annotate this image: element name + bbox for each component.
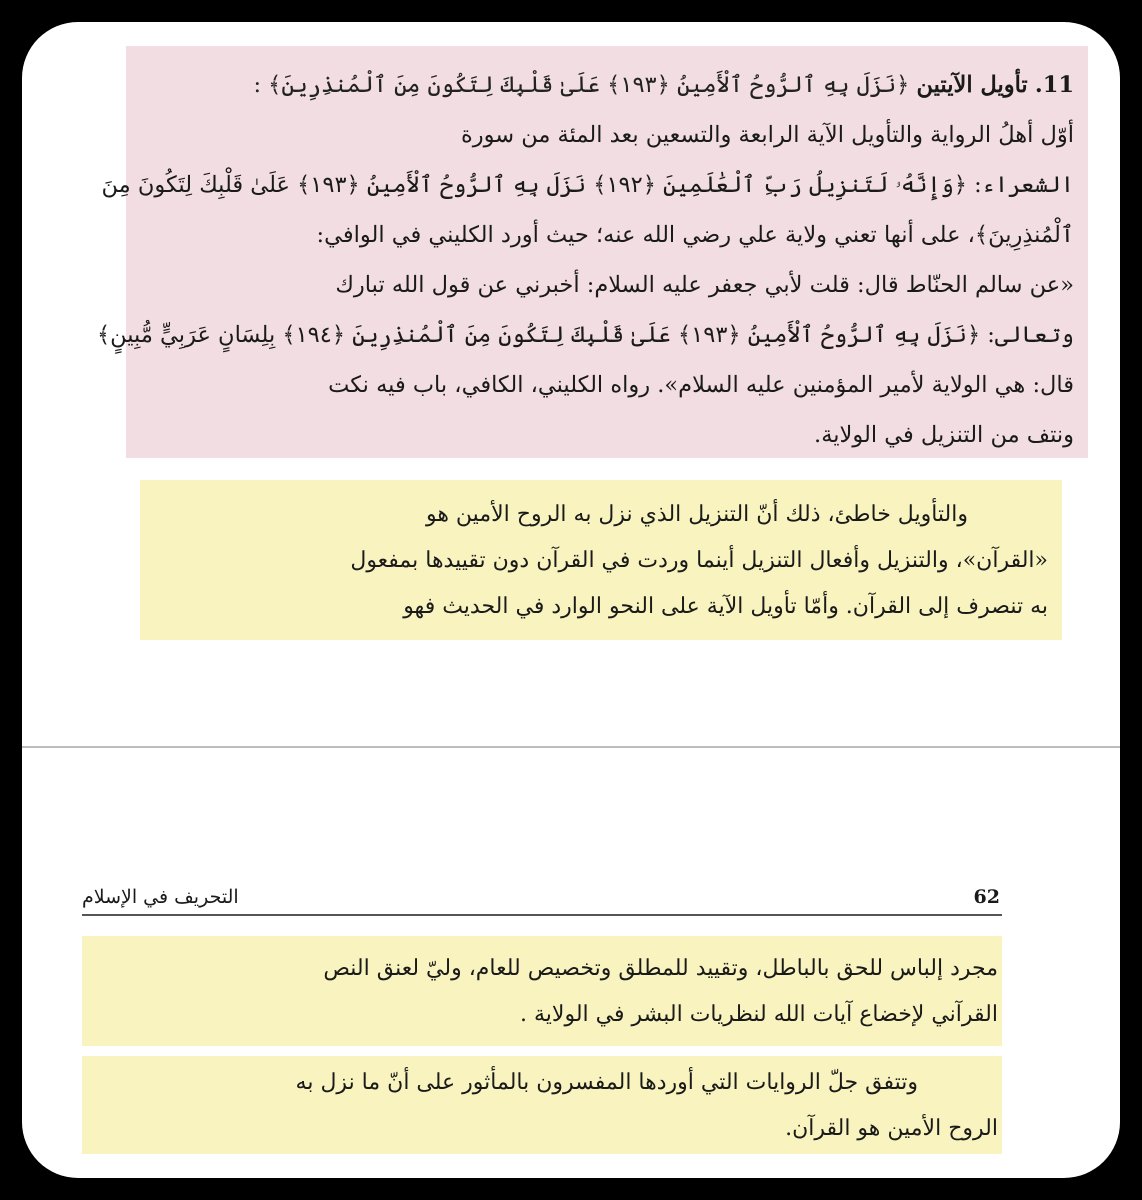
text-line: الشعراء: ﴿وَإِنَّهُۥ لَتَنزِيلُ رَبِّ ٱلْعَٰلَمِينَ ﴿١٩٢﴾ نَزَلَ بِهِ ٱلرُّوحُ ٱلْأَمِينُ ﴿١٩٣﴾ عَلَىٰ قَلْبِكَ لِتَكُونَ مِنَ <box>101 172 1074 198</box>
text-line: قال: هي الولاية لأمير المؤمنين عليه السلام». رواه الكليني، الكافي، باب فيه نكت <box>328 372 1074 398</box>
text-line: أوّل أهلُ الرواية والتأويل الآية الرابعة والتسعين بعد المئة من سورة <box>460 122 1074 148</box>
highlighted-passage-conclusion <box>82 1056 1002 1154</box>
book-title: التحريف في الإسلام <box>82 886 239 908</box>
page-frame <box>22 22 1120 1178</box>
text-line: وتعالى: ﴿نَزَلَ بِهِ ٱلرُّوحُ ٱلْأَمِينُ ﴿١٩٣﴾ عَلَىٰ قَلْبِكَ لِتَكُونَ مِنَ ٱلْمُنذِرِينَ ﴿١٩٤﴾ بِلِسَانٍ عَرَبِيٍّ مُّبِينٍ﴾ <box>96 322 1074 348</box>
text-line: به تنصرف إلى القرآن. وأمّا تأويل الآية على النحو الوارد في الحديث فهو <box>403 594 1048 619</box>
page-divider <box>22 746 1120 748</box>
highlighted-passage-continuation <box>82 936 1002 1046</box>
text-line: والتأويل خاطئ، ذلك أنّ التنزيل الذي نزل به الروح الأمين هو <box>425 502 968 527</box>
text-line: «عن سالم الحنّاط قال: قلت لأبي جعفر عليه السلام: أخبرني عن قول الله تبارك <box>335 272 1074 298</box>
quran-verse: ﴿نَزَلَ بِهِ ٱلرُّوحُ ٱلْأَمِينُ ﴿١٩٣﴾ عَلَىٰ قَلْبِكَ لِتَكُونَ مِنَ ٱلْمُنذِرِينَ﴾ : <box>253 72 910 98</box>
page-header <box>82 874 1002 916</box>
page-number: 62 <box>973 886 1000 908</box>
text-line: وتتفق جلّ الروايات التي أوردها المفسرون بالمأثور على أنّ ما نزل به <box>295 1070 918 1095</box>
text-line: مجرد إلباس للحق بالباطل، وتقييد للمطلق وتخصيص للعام، وليّ لعنق النص <box>323 956 998 981</box>
text-line: ٱلْمُنذِرِينَ﴾، على أنها تعني ولاية علي رضي الله عنه؛ حيث أورد الكليني في الوافي: <box>316 222 1074 248</box>
section-number: 11. <box>1034 72 1074 98</box>
text-line: الروح الأمين هو القرآن. <box>785 1116 998 1141</box>
section-heading: تأويل الآيتين <box>916 72 1028 98</box>
text-line: ونتف من التنزيل في الولاية. <box>814 422 1074 448</box>
highlighted-passage-section-11 <box>96 46 1088 458</box>
text-line: القرآني لإخضاع آيات الله لنظريات البشر في الولاية . <box>520 1002 998 1027</box>
highlighted-passage-refutation <box>140 480 1062 640</box>
text-line: «القرآن»، والتنزيل وأفعال التنزيل أينما وردت في القرآن دون تقييدها بمفعول <box>350 548 1048 573</box>
section-heading-line <box>144 60 1074 110</box>
